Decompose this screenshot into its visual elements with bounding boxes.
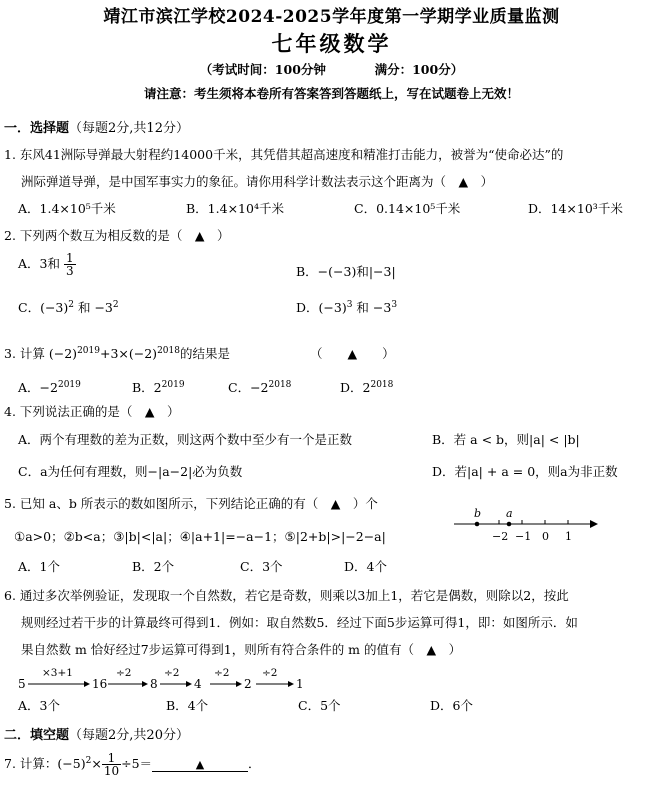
q5-option-d: D．4个 — [344, 559, 387, 574]
q6-operation-chain — [14, 660, 314, 694]
q3-b-text: B．2 — [132, 380, 162, 395]
q7-prefix: 7. 计算：(−5) — [4, 756, 86, 771]
q3-a-text: A．−2 — [18, 380, 58, 395]
q3-stem-b: +3×(−2) — [99, 346, 158, 361]
point-a — [507, 522, 512, 527]
section-2-heading — [4, 724, 189, 743]
q2-d-expr1: (−3) — [318, 300, 347, 315]
q2-a-numerator: 1 — [65, 251, 74, 265]
q7-times: × — [91, 756, 102, 771]
notice: 请注意：考生须将本卷所有答案答到答题纸上，写在试题卷上无效！ — [143, 86, 519, 101]
q3-stem-a: 3. 计算 (−2) — [4, 346, 78, 361]
q2-a-prefix: A．3和 — [18, 256, 60, 271]
q2-c-exp2: 2 — [112, 299, 119, 310]
q2-c-exp1: 2 — [68, 299, 74, 310]
chain-op-4: ÷2 — [262, 667, 278, 679]
chain-op-1: ÷2 — [116, 667, 132, 679]
q3-c-text: C．−2 — [228, 380, 269, 395]
q5-number-line — [450, 505, 600, 547]
q3-bracket: （ ▲ ） — [310, 346, 395, 361]
q2-option-c — [18, 298, 119, 316]
q7-end: ． — [248, 756, 261, 771]
q2-option-d — [296, 298, 397, 316]
chain-num-4: 2 — [244, 677, 252, 691]
q6-option-a: A．3个 — [18, 698, 60, 713]
q4-option-a: A．两个有理数的差为正数，则这两个数中至少有一个是正数 — [18, 432, 353, 447]
exam-title: 靖江市滨江学校2024-2025学年度第一学期学业质量监测 — [103, 7, 560, 27]
q6-option-b: B．4个 — [166, 698, 209, 713]
q4-option-b: B．若 a < b，则|a| < |b| — [432, 432, 580, 447]
q2-a-fraction — [64, 252, 76, 277]
q5-option-c: C．3个 — [240, 559, 283, 574]
chain-num-0: 5 — [18, 677, 26, 691]
q7-answer-blank[interactable] — [152, 756, 248, 772]
q6-line2: 规则经过若干步的计算最终可得到1．例如：取自然数5．经过下面5步运算可得1，即：如图所示．如 — [21, 615, 578, 630]
q3-stem-c: 的结果是 — [179, 346, 230, 361]
q4-option-d: D．若|a| + a = 0，则a为非正数 — [432, 464, 618, 479]
q3-b-exp: 2019 — [161, 379, 185, 390]
q5-option-b: B．2个 — [132, 559, 175, 574]
q6-line1: 6. 通过多次举例验证，发现取一个自然数，若它是奇数，则乘以3加上1，若它是偶数，则除以2，按此 — [4, 588, 569, 603]
chain-op-3: ÷2 — [214, 667, 230, 679]
chain-arrowhead-0 — [84, 681, 90, 687]
section-1-heading — [4, 117, 189, 136]
chain-num-5: 1 — [296, 677, 304, 691]
q2-a-denominator: 3 — [65, 264, 74, 278]
q2-c-prefix: C． — [18, 300, 41, 315]
q6-option-d: D．6个 — [430, 698, 473, 713]
q7-fraction — [102, 752, 121, 777]
q1-option-d: D．14×10³千米 — [528, 201, 623, 216]
q6-line3: 果自然数 m 恰好经过7步运算可得到1，则所有符合条件的 m 的值有（ ▲ ） — [21, 642, 462, 657]
point-b — [475, 522, 480, 527]
q2-c-mid: 和 −3 — [74, 300, 113, 315]
q1-option-a: A．1.4×10⁵千米 — [18, 201, 116, 216]
section-1-note: （每题2分,共12分） — [69, 121, 189, 136]
q2-d-prefix: D． — [296, 300, 319, 315]
q3-option-d — [340, 378, 393, 396]
q3-option-b — [132, 378, 185, 396]
q7-exp: 2 — [85, 755, 92, 766]
chain-arrowhead-2 — [186, 681, 192, 687]
chain-arrowhead-3 — [236, 681, 242, 687]
chain-arrowhead-1 — [142, 681, 148, 687]
number-line-arrow — [590, 520, 598, 528]
section-2-note: （每题2分,共20分） — [69, 728, 189, 743]
q4-stem: 4. 下列说法正确的是（ ▲ ） — [4, 404, 180, 419]
q7-denominator: 10 — [103, 764, 120, 778]
q1-option-b: B．1.4×10⁴千米 — [186, 201, 284, 216]
q2-d-exp1: 3 — [346, 299, 353, 310]
q2-stem: 2. 下列两个数互为相反数的是（ ▲ ） — [4, 228, 230, 243]
q1-option-c: C．0.14×10⁵千米 — [354, 201, 461, 216]
tick-label-neg2: −2 — [492, 530, 509, 543]
q2-d-mid: 和 −3 — [352, 300, 392, 315]
q3-option-a — [18, 378, 81, 396]
q2-c-expr1: (−3) — [40, 300, 69, 315]
q3-exp1: 2019 — [77, 345, 100, 356]
q3-c-exp: 2018 — [268, 379, 292, 390]
section-1-title: 一．选择题 — [4, 121, 70, 136]
tick-label-1: 1 — [565, 530, 572, 543]
q3-d-exp: 2018 — [370, 379, 394, 390]
q5-items: ①a>0；②b<a；③|b|<|a|；④|a+1|=−a−1；⑤|2+b|>|−2−a| — [14, 529, 386, 544]
q3-stem — [4, 344, 230, 362]
time-label: （考试时间：100分钟 — [199, 62, 326, 77]
q6-option-c: C．5个 — [298, 698, 341, 713]
q3-d-text: D．2 — [340, 380, 371, 395]
q5-option-a: A．1个 — [18, 559, 60, 574]
label-a: a — [506, 507, 513, 520]
chain-arrowhead-4 — [288, 681, 294, 687]
q4-option-c: C．a为任何有理数，则−|a−2|必为负数 — [18, 464, 243, 479]
q1-line1: 1. 东风41洲际导弹最大射程约14000千米，其凭借其超高速度和精准打击能力，被誉为“使命必达”的 — [4, 147, 564, 162]
chain-num-2: 8 — [150, 677, 158, 691]
q3-exp2: 2018 — [157, 345, 180, 356]
q5-stem: 5. 已知 a、b 所表示的数如图所示，下列结论正确的有（ ▲ ）个 — [4, 496, 378, 511]
label-b: b — [474, 507, 482, 520]
tick-label-0: 0 — [542, 530, 549, 543]
score-label: 满分：100分） — [374, 62, 464, 77]
chain-op-0: ×3+1 — [42, 667, 73, 679]
subject-title: 七年级数学 — [271, 31, 392, 56]
q7-blank-marker: ▲ — [195, 758, 205, 771]
q1-line2: 洲际弹道导弹，是中国军事实力的象征。请你用科学计数法表示这个距离为（ ▲ ） — [21, 174, 494, 189]
chain-op-2: ÷2 — [164, 667, 180, 679]
q2-option-b: B．−(−3)和|−3| — [296, 264, 396, 279]
q3-a-exp: 2019 — [57, 379, 81, 390]
q7-line — [4, 752, 261, 777]
q7-numerator: 1 — [102, 752, 121, 765]
chain-num-3: 4 — [194, 677, 202, 691]
q2-d-exp2: 3 — [391, 299, 398, 310]
section-2-title: 二．填空题 — [4, 728, 70, 743]
q2-option-a — [18, 252, 76, 277]
chain-num-1: 16 — [92, 677, 108, 691]
exam-info — [0, 60, 663, 78]
q7-suffix: ÷5＝ — [121, 756, 153, 771]
tick-label-neg1: −1 — [515, 530, 532, 543]
q3-option-c — [228, 378, 291, 396]
